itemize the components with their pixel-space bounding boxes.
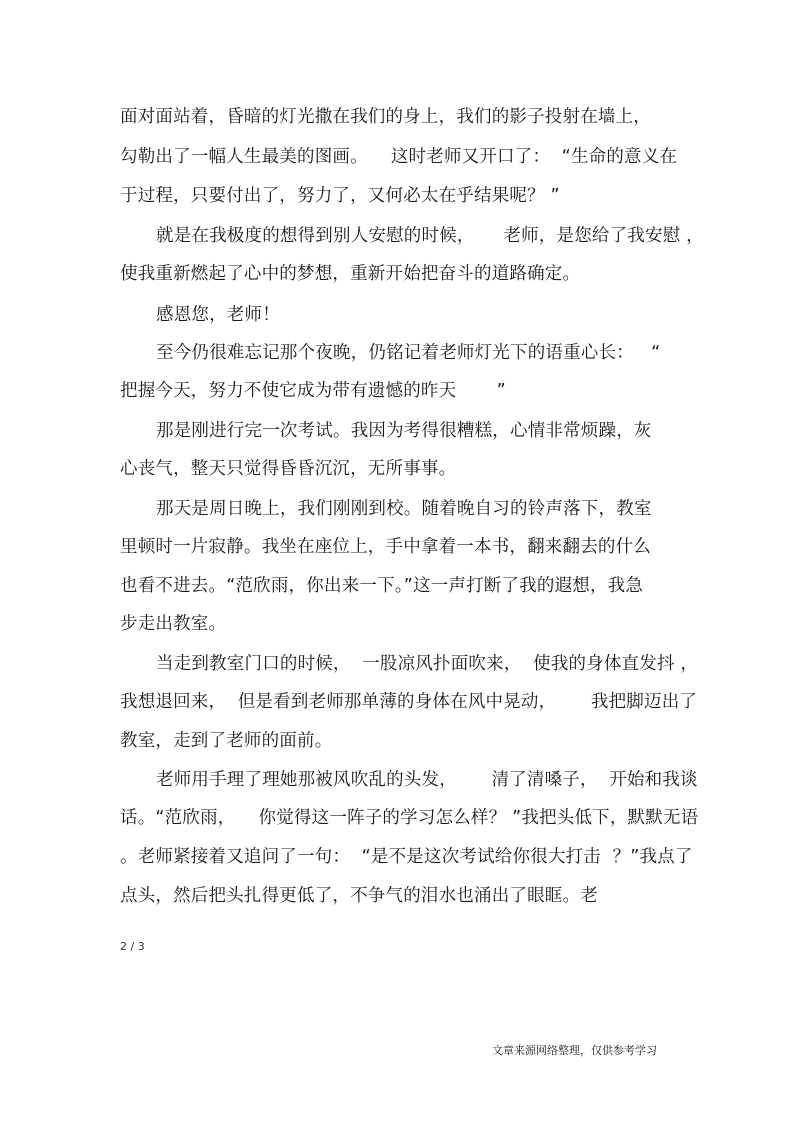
- body-text-line: 教室，走到了老师的面前。: [120, 731, 333, 751]
- body-text-line: 里顿时一片寂静。我坐在座位上，手中拿着一本书，翻来翻去的什么: [120, 537, 651, 557]
- body-text-line: 于过程，只要付出了，努力了，又何必太在乎结果呢？ ”: [120, 186, 560, 206]
- body-text-line: 。老师紧接着又追问了一句： “是不是这次考试给你很大打击 ？”我点了: [120, 847, 693, 867]
- body-text-line: 我想退回来， 但是看到老师那单薄的身体在风中晃动， 我把脚迈出了: [120, 692, 698, 712]
- body-text-line: 当走到教室门口的时候， 一股凉风扑面吹来， 使我的身体直发抖 ，: [156, 654, 699, 674]
- body-text-line: 把握今天，努力不使它成为带有遗憾的昨天 ”: [120, 381, 506, 401]
- body-text-line: 话。“范欣雨， 你觉得这一阵子的学习怎么样？ ”我把头低下，默默无语: [120, 808, 699, 828]
- body-text-line: 勾勒出了一幅人生最美的图画。 这时老师又开口了： “生命的意义在: [120, 147, 678, 167]
- body-text-line: 那是刚进行完一次考试。我因为考得很糟糕，心情非常烦躁，灰: [156, 421, 652, 441]
- body-text-line: 心丧气，整天只觉得昏昏沉沉，无所事事。: [120, 459, 457, 479]
- body-text-line: 老师用手理了理她那被风吹乱的头发， 清了清嗓子， 开始和我谈: [156, 770, 698, 790]
- body-text-line: 感恩您，老师！: [156, 305, 280, 325]
- body-text-line: 面对面站着，昏暗的灯光撒在我们的身上，我们的影子投射在墙上，: [120, 107, 651, 127]
- body-text-line: 那天是周日晚上，我们刚刚到校。随着晚自习的铃声落下，教室: [156, 499, 652, 519]
- page-number: 2 / 3: [120, 940, 145, 953]
- body-text-line: 点头，然后把头扎得更低了，不争气的泪水也涌出了眼眶。老: [120, 886, 598, 906]
- body-text-line: 也看不进去。“范欣雨，你出来一下。”这一声打断了我的遐想，我急: [120, 576, 644, 596]
- body-text-line: 步走出教室。: [120, 614, 227, 634]
- body-text-line: 就是在我极度的想得到别人安慰的时候， 老师，是您给了我安慰 ，: [156, 226, 704, 246]
- body-text-line: 使我重新燃起了心中的梦想，重新开始把奋斗的道路确定。: [120, 264, 581, 284]
- body-text-line: 至今仍很难忘记那个夜晚，仍铭记着老师灯光下的语重心长： “: [156, 343, 661, 363]
- footer-note: 文章来源网络整理，仅供参考学习: [492, 1044, 657, 1057]
